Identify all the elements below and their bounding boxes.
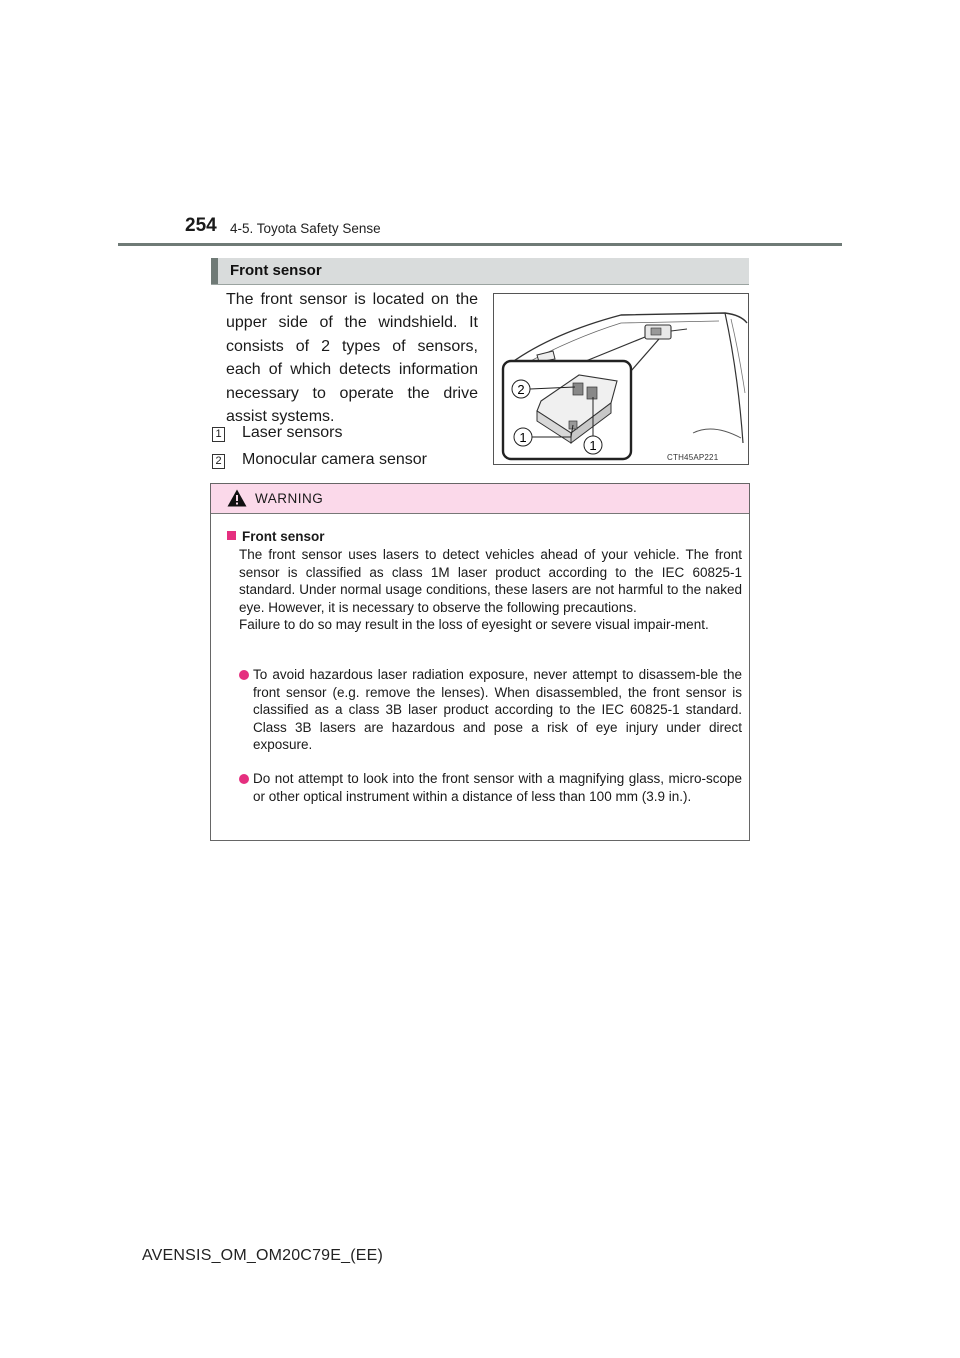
document-id: AVENSIS_OM_OM20C79E_(EE) bbox=[142, 1247, 384, 1264]
warning-bullet bbox=[239, 666, 742, 754]
callout-label: 1 bbox=[589, 438, 597, 453]
header-rule bbox=[118, 243, 842, 246]
warning-header bbox=[211, 484, 749, 514]
section-underline bbox=[211, 284, 749, 285]
warning-heading-text: Front sensor bbox=[242, 529, 325, 544]
warning-title: WARNING bbox=[255, 491, 324, 506]
legend-label: Monocular camera sensor bbox=[242, 451, 427, 468]
warning-bullet-text: To avoid hazardous laser radiation exposure, never attempt to disassem-ble the front sensor (e.g. remove the lenses). When disassembled, the front sensor is classified as a class 3B laser product according to the IEC 60825-1 standard. Class 3B lasers are hazardous and pose a risk of eye injury under direct exposure. bbox=[253, 667, 742, 752]
callout-number: 2 bbox=[212, 454, 225, 469]
square-bullet-icon bbox=[227, 531, 236, 540]
warning-bullet-text: Do not attempt to look into the front sensor with a magnifying glass, micro-scope or other optical instrument within a distance of less than 100 mm (3.9 in.). bbox=[253, 771, 742, 804]
section-bar bbox=[211, 258, 749, 284]
callout-number: 1 bbox=[212, 427, 225, 442]
warning-paragraph: The front sensor uses lasers to detect vehicles ahead of your vehicle. The front sensor is classified as class 1M laser product according to the IEC 60825-1 standard. Under normal usage conditions, these lasers are not harmful to the naked eye. However, it is necessary to observe the following precautions. bbox=[239, 547, 742, 615]
callout-label: 2 bbox=[517, 382, 525, 397]
callout-label: 1 bbox=[519, 430, 527, 445]
intro-paragraph: The front sensor is located on the upper side of the windshield. It consists of 2 types of sensors, each of which detects information necessary to operate the drive assist systems. bbox=[226, 291, 478, 426]
page-number: 254 bbox=[185, 215, 217, 236]
chapter-title: 4-5. Toyota Safety Sense bbox=[230, 221, 381, 236]
bullet-dot-icon bbox=[239, 670, 249, 680]
figure-code: CTH45AP221 bbox=[667, 453, 719, 462]
bullet-dot-icon bbox=[239, 774, 249, 784]
warning-bullet bbox=[239, 770, 742, 805]
warning-box bbox=[210, 483, 750, 841]
warning-paragraph: Failure to do so may result in the loss of eyesight or severe visual impair-ment. bbox=[239, 617, 709, 632]
legend-label: Laser sensors bbox=[242, 424, 343, 441]
windshield-sensor-drawing bbox=[493, 293, 749, 465]
section-title: Front sensor bbox=[230, 262, 322, 279]
sensor-illustration bbox=[493, 293, 749, 465]
warning-heading bbox=[227, 529, 325, 544]
warning-triangle-icon bbox=[227, 489, 247, 507]
